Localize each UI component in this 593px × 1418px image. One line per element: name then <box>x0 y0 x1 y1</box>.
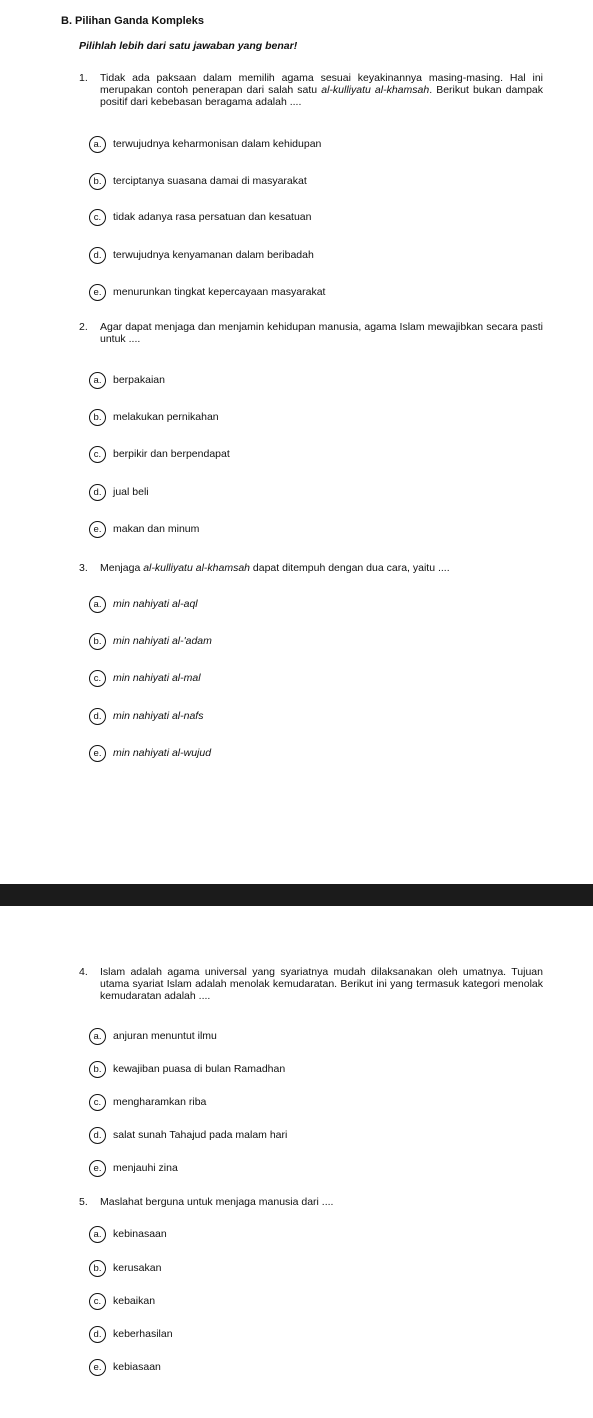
option-letter: c. <box>89 446 106 463</box>
option-letter: e. <box>89 521 106 538</box>
option-3c[interactable] <box>89 668 201 688</box>
option-letter: a. <box>89 372 106 389</box>
option-text: min nahiyati al-'adam <box>113 635 212 647</box>
option-text: menjauhi zina <box>113 1162 178 1174</box>
question-number: 2. <box>79 321 88 333</box>
option-letter: c. <box>89 209 106 226</box>
question-number: 5. <box>79 1196 88 1208</box>
option-text: salat sunah Tahajud pada malam hari <box>113 1129 288 1141</box>
question-number: 3. <box>79 562 88 574</box>
option-letter: b. <box>89 173 106 190</box>
option-5a[interactable] <box>89 1224 167 1244</box>
option-2a[interactable] <box>89 370 165 390</box>
option-letter: d. <box>89 1326 106 1343</box>
option-4a[interactable] <box>89 1026 217 1046</box>
option-letter: e. <box>89 284 106 301</box>
option-text: kebiasaan <box>113 1361 161 1373</box>
option-letter: d. <box>89 708 106 725</box>
option-4b[interactable] <box>89 1059 285 1079</box>
option-letter: d. <box>89 484 106 501</box>
option-3d[interactable] <box>89 706 203 726</box>
option-letter: c. <box>89 1293 106 1310</box>
section-title: B. Pilihan Ganda Kompleks <box>61 15 205 27</box>
option-3e[interactable] <box>89 743 211 763</box>
option-text: berpakaian <box>113 374 165 386</box>
option-text: kebinasaan <box>113 1228 167 1240</box>
option-text: menurunkan tingkat kepercayaan masyarakat <box>113 286 326 298</box>
question-number: 1. <box>79 72 88 84</box>
question-text: Agar dapat menjaga dan menjamin kehidupan manusia, agama Islam mewajibkan secara pasti untuk .... <box>100 321 543 345</box>
option-4e[interactable] <box>89 1158 178 1178</box>
option-text: jual beli <box>113 486 149 498</box>
option-text: min nahiyati al-mal <box>113 672 201 684</box>
option-letter: e. <box>89 1359 106 1376</box>
option-1c[interactable] <box>89 207 311 227</box>
option-3b[interactable] <box>89 631 212 651</box>
option-letter: c. <box>89 670 106 687</box>
option-letter: e. <box>89 1160 106 1177</box>
question-1 <box>79 72 543 108</box>
option-4c[interactable] <box>89 1092 206 1112</box>
question-number: 4. <box>79 966 88 978</box>
option-2b[interactable] <box>89 407 219 427</box>
option-text: keberhasilan <box>113 1328 173 1340</box>
option-1b[interactable] <box>89 171 307 191</box>
question-text: Islam adalah agama universal yang syariatnya mudah dilaksanakan oleh umatnya. Tujuan utama syariat Islam adalah menolak kemudaratan. Berikut ini yang termasuk kategori menolak kemudaratan adalah .... <box>100 966 543 1002</box>
option-1a[interactable] <box>89 134 321 154</box>
option-text: tidak adanya rasa persatuan dan kesatuan <box>113 211 312 223</box>
option-letter: c. <box>89 1094 106 1111</box>
option-1d[interactable] <box>89 245 314 265</box>
instruction: Pilihlah lebih dari satu jawaban yang benar! <box>79 40 298 52</box>
option-text: kerusakan <box>113 1262 162 1274</box>
option-text: min nahiyati al-nafs <box>113 710 204 722</box>
option-letter: d. <box>89 247 106 264</box>
option-text: mengharamkan riba <box>113 1096 207 1108</box>
option-text: terwujudnya kenyamanan dalam beribadah <box>113 249 314 261</box>
question-5 <box>79 1196 543 1208</box>
option-letter: a. <box>89 596 106 613</box>
option-4d[interactable] <box>89 1125 287 1145</box>
option-letter: e. <box>89 745 106 762</box>
option-2e[interactable] <box>89 519 199 539</box>
page-bottom <box>0 906 593 1418</box>
option-text: makan dan minum <box>113 523 200 535</box>
option-letter: b. <box>89 1061 106 1078</box>
question-text: Tidak ada paksaan dalam memilih agama sesuai keyakinannya masing-masing. Hal ini merupakan contoh penerapan dari salah satu al-kulliyatu al-khamsah. Berikut bukan dampak positif dari kebebasan beragama adalah .... <box>100 72 544 108</box>
option-text: min nahiyati al-wujud <box>113 747 212 759</box>
option-3a[interactable] <box>89 594 198 614</box>
option-text: terwujudnya keharmonisan dalam kehidupan <box>113 138 322 150</box>
option-5e[interactable] <box>89 1357 161 1377</box>
option-letter: b. <box>89 633 106 650</box>
option-text: berpikir dan berpendapat <box>113 448 230 460</box>
option-2d[interactable] <box>89 482 149 502</box>
option-text: terciptanya suasana damai di masyarakat <box>113 175 307 187</box>
question-text: Menjaga al-kulliyatu al-khamsah dapat ditempuh dengan dua cara, yaitu .... <box>100 562 450 574</box>
option-text: kewajiban puasa di bulan Ramadhan <box>113 1063 286 1075</box>
option-1e[interactable] <box>89 282 325 302</box>
option-2c[interactable] <box>89 444 230 464</box>
option-text: anjuran menuntut ilmu <box>113 1030 217 1042</box>
question-3 <box>79 562 543 574</box>
option-letter: b. <box>89 1260 106 1277</box>
question-text: Maslahat berguna untuk menjaga manusia dari .... <box>100 1196 334 1208</box>
option-letter: a. <box>89 1028 106 1045</box>
option-letter: b. <box>89 409 106 426</box>
option-5b[interactable] <box>89 1258 161 1278</box>
option-text: melakukan pernikahan <box>113 411 219 423</box>
option-5d[interactable] <box>89 1324 173 1344</box>
question-4 <box>79 966 543 1002</box>
option-5c[interactable] <box>89 1291 155 1311</box>
option-text: kebaikan <box>113 1295 156 1307</box>
page-divider <box>0 884 593 906</box>
option-letter: d. <box>89 1127 106 1144</box>
option-letter: a. <box>89 1226 106 1243</box>
option-text: min nahiyati al-aql <box>113 598 198 610</box>
option-letter: a. <box>89 136 106 153</box>
question-2 <box>79 321 543 345</box>
